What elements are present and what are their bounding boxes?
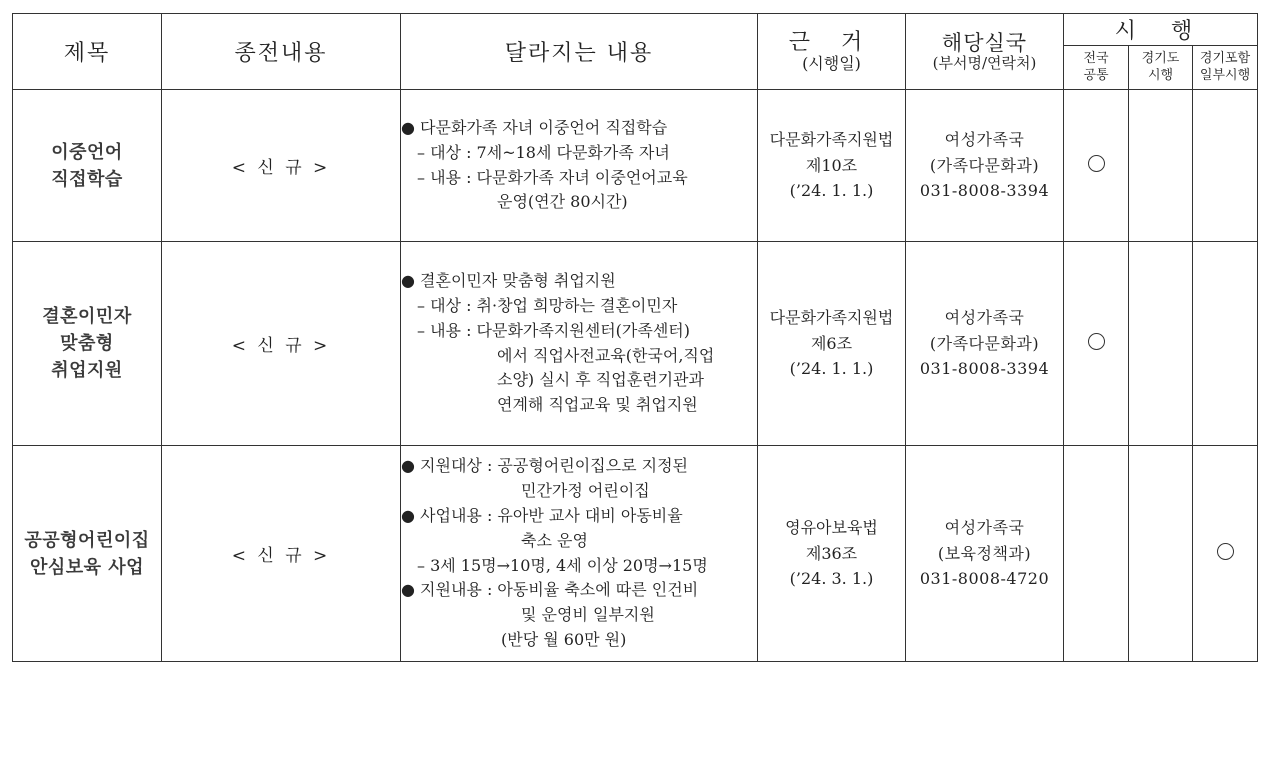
row-basis-line: (’24. 1. 1.) <box>789 359 874 379</box>
row-previous-content: < 신 규 > <box>162 90 401 242</box>
change-line: (반당 월 60만 원) <box>501 629 627 649</box>
row-title-line: 이중언어 <box>51 141 123 163</box>
row-basis-line: 다문화가족지원법 <box>769 130 894 150</box>
change-line: 운영(연간 80시간) <box>497 192 628 212</box>
header-changes: 달라지는 내용 <box>401 14 758 90</box>
row-department <box>906 242 1064 446</box>
change-line: 민간가정 어린이집 <box>521 481 650 501</box>
change-line: ● 결혼이민자 맞춤형 취업지원 <box>401 271 616 291</box>
row-previous-content: < 신 규 > <box>162 242 401 446</box>
change-line: 축소 운영 <box>521 530 588 550</box>
header-title: 제목 <box>13 14 162 90</box>
change-line: 및 운영비 일부지원 <box>521 605 655 625</box>
header-impl-national <box>1064 46 1129 90</box>
change-line: ● 지원내용 : 아동비율 축소에 따른 인건비 <box>401 580 699 600</box>
implementation-mark-icon <box>1217 543 1234 560</box>
row-dept-line: (보육정책과) <box>937 543 1032 563</box>
row-title-line: 맞춤형 <box>60 333 114 354</box>
row-title-line: 직접학습 <box>51 168 123 190</box>
header-impl-partial <box>1193 46 1258 90</box>
header-impl-gyeonggi-line2: 시행 <box>1147 67 1174 83</box>
change-line: – 대상 : 취·창업 희망하는 결혼이민자 <box>417 295 678 315</box>
row-basis-line: 영유아보육법 <box>785 518 878 538</box>
row-dept-line: (가족다문화과) <box>929 155 1040 175</box>
header-basis-main: 근 거 <box>788 29 875 55</box>
row-title <box>13 242 162 446</box>
header-impl-partial-line2: 일부시행 <box>1199 67 1251 83</box>
row-basis-line: 제36조 <box>805 543 858 563</box>
row-basis <box>758 446 906 662</box>
header-dept-sub: (부서명/연락처) <box>932 53 1037 72</box>
change-line: 에서 직업사전교육(한국어,직업 <box>497 345 715 365</box>
row-title-line: 공공형어린이집 <box>24 529 150 551</box>
change-line: ● 다문화가족 자녀 이중언어 직접학습 <box>401 117 668 137</box>
header-department <box>906 14 1064 90</box>
row-basis-line: 제6조 <box>810 333 853 353</box>
header-impl-partial-line1: 경기포함 <box>1199 50 1251 66</box>
table-row <box>13 446 1258 662</box>
change-line: 소양) 실시 후 직업훈련기관과 <box>497 370 704 390</box>
change-line: – 내용 : 다문화가족 자녀 이중언어교육 <box>417 167 688 187</box>
row-impl-gyeonggi <box>1129 90 1193 242</box>
header-implementation: 시 행 <box>1064 14 1258 46</box>
row-title <box>13 90 162 242</box>
row-impl-national <box>1064 242 1129 446</box>
header-impl-gyeonggi <box>1129 46 1193 90</box>
row-basis-line: (’24. 3. 1.) <box>789 569 874 589</box>
row-impl-national <box>1064 90 1129 242</box>
row-title-line: 취업지원 <box>51 360 123 381</box>
row-impl-partial <box>1193 90 1258 242</box>
row-changes <box>401 446 758 662</box>
change-line: ● 지원대상 : 공공형어린이집으로 지정된 <box>401 456 688 476</box>
header-basis <box>758 14 906 90</box>
table-row <box>13 90 1258 242</box>
row-impl-partial <box>1193 242 1258 446</box>
row-changes <box>401 90 758 242</box>
row-basis <box>758 90 906 242</box>
row-basis <box>758 242 906 446</box>
row-dept-line: 여성가족국 <box>944 130 1025 150</box>
header-impl-gyeonggi-line1: 경기도 <box>1141 50 1180 66</box>
row-title <box>13 446 162 662</box>
row-dept-line: 031-8008-3394 <box>919 359 1050 379</box>
change-line: ● 사업내용 : 유아반 교사 대비 아동비율 <box>401 505 683 525</box>
row-basis-line: (’24. 1. 1.) <box>789 181 874 201</box>
row-dept-line: (가족다문화과) <box>929 333 1040 353</box>
header-impl-national-line2: 공통 <box>1083 67 1109 83</box>
row-impl-gyeonggi <box>1129 446 1193 662</box>
row-basis-line: 다문화가족지원법 <box>769 308 894 328</box>
implementation-mark-icon <box>1088 155 1105 172</box>
row-department <box>906 90 1064 242</box>
change-line: – 내용 : 다문화가족지원센터(가족센터) <box>417 320 690 340</box>
change-line: – 대상 : 7세~18세 다문화가족 자녀 <box>417 142 670 162</box>
row-department <box>906 446 1064 662</box>
change-line: – 3세 15명→10명, 4세 이상 20명→15명 <box>417 555 708 575</box>
row-dept-line: 031-8008-3394 <box>919 181 1050 201</box>
change-line: 연계해 직업교육 및 취업지원 <box>497 395 698 415</box>
header-basis-sub: (시행일) <box>802 53 861 73</box>
row-basis-line: 제10조 <box>805 155 858 175</box>
row-dept-line: 031-8008-4720 <box>919 569 1050 589</box>
row-impl-partial <box>1193 446 1258 662</box>
row-title-line: 결혼이민자 <box>42 306 132 327</box>
implementation-mark-icon <box>1088 333 1105 350</box>
header-dept-main: 해당실국 <box>941 30 1028 55</box>
row-previous-content: < 신 규 > <box>162 446 401 662</box>
header-previous-content: 종전내용 <box>162 14 401 90</box>
policy-change-table <box>12 13 1258 662</box>
table-body <box>13 90 1258 662</box>
row-impl-national <box>1064 446 1129 662</box>
table-row <box>13 242 1258 446</box>
row-dept-line: 여성가족국 <box>944 308 1025 328</box>
header-impl-national-line1: 전국 <box>1083 50 1109 66</box>
row-impl-gyeonggi <box>1129 242 1193 446</box>
row-title-line: 안심보육 사업 <box>29 556 145 578</box>
row-dept-line: 여성가족국 <box>944 518 1025 538</box>
row-changes <box>401 242 758 446</box>
